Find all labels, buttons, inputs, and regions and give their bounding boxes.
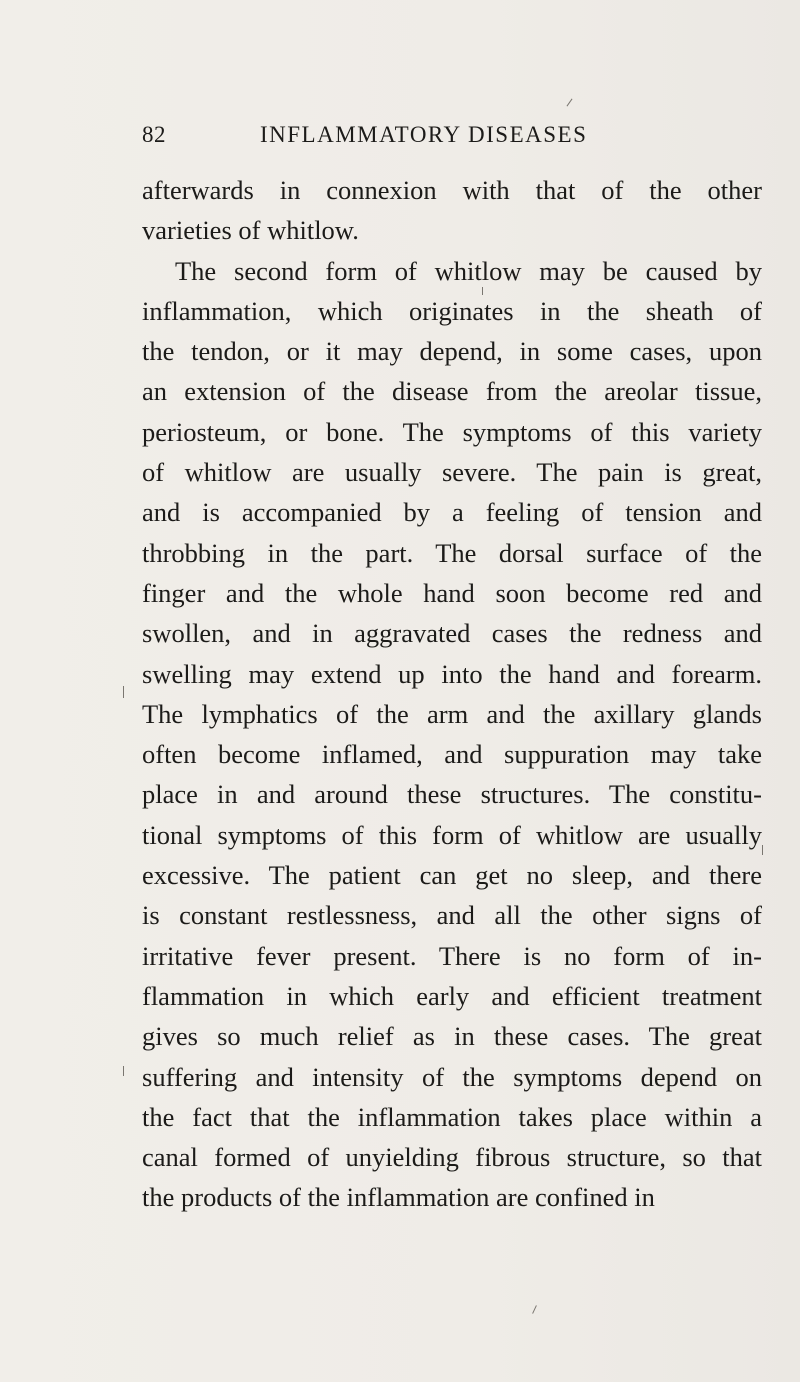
paragraph-first-line: The second form of whitlow may be caused by bbox=[175, 255, 762, 286]
text-line: excessive. The patient can get no sleep, and there bbox=[142, 860, 762, 891]
running-head: INFLAMMATORY DISEASES bbox=[260, 122, 588, 147]
text-line: finger and the whole hand soon become red and bbox=[142, 577, 762, 608]
text-line: swelling may extend up into the hand and forearm. bbox=[142, 658, 762, 689]
scan-speck bbox=[123, 686, 124, 698]
scan-speck bbox=[762, 845, 763, 855]
text-line: place in and around these structures. The constitu- bbox=[142, 779, 762, 810]
page-number: 82 bbox=[142, 122, 166, 147]
scan-speck bbox=[567, 99, 573, 107]
text-line: varieties of whitlow. bbox=[142, 215, 359, 246]
text-line: swollen, and in aggravated cases the redness and bbox=[142, 618, 762, 649]
scan-speck bbox=[123, 1066, 124, 1076]
text-line: an extension of the disease from the areolar tissue, bbox=[142, 376, 762, 407]
text-line: gives so much relief as in these cases. The great bbox=[142, 1021, 762, 1052]
text-line: canal formed of unyielding fibrous structure, so that bbox=[142, 1142, 762, 1173]
text-line: of whitlow are usually severe. The pain is great, bbox=[142, 457, 762, 488]
text-line: and is accompanied by a feeling of tension and bbox=[142, 497, 762, 528]
text-line: the products of the inflammation are confined in bbox=[142, 1182, 655, 1213]
text-line: the tendon, or it may depend, in some cases, upon bbox=[142, 336, 762, 367]
scan-speck bbox=[532, 1305, 537, 1314]
text-line: tional symptoms of this form of whitlow are usually bbox=[142, 819, 762, 850]
text-line: the fact that the inflammation takes place within a bbox=[142, 1101, 762, 1132]
text-line: periosteum, or bone. The symptoms of this variety bbox=[142, 416, 762, 447]
text-line: is constant restlessness, and all the other signs of bbox=[142, 900, 762, 931]
text-line: irritative fever present. There is no form of in- bbox=[142, 940, 762, 971]
text-line: flammation in which early and efficient treatment bbox=[142, 980, 762, 1011]
text-line: afterwards in connexion with that of the other bbox=[142, 175, 762, 205]
text-line: often become inflamed, and suppuration may take bbox=[142, 739, 762, 770]
page-header bbox=[142, 122, 742, 152]
text-line: The lymphatics of the arm and the axillary glands bbox=[142, 698, 762, 729]
text-line: suffering and intensity of the symptoms depend on bbox=[142, 1061, 762, 1092]
text-line: throbbing in the part. The dorsal surface of the bbox=[142, 537, 762, 568]
body-text bbox=[142, 170, 762, 1218]
text-line: inflammation, which originates in the sheath of bbox=[142, 295, 762, 326]
scan-speck bbox=[482, 287, 483, 295]
